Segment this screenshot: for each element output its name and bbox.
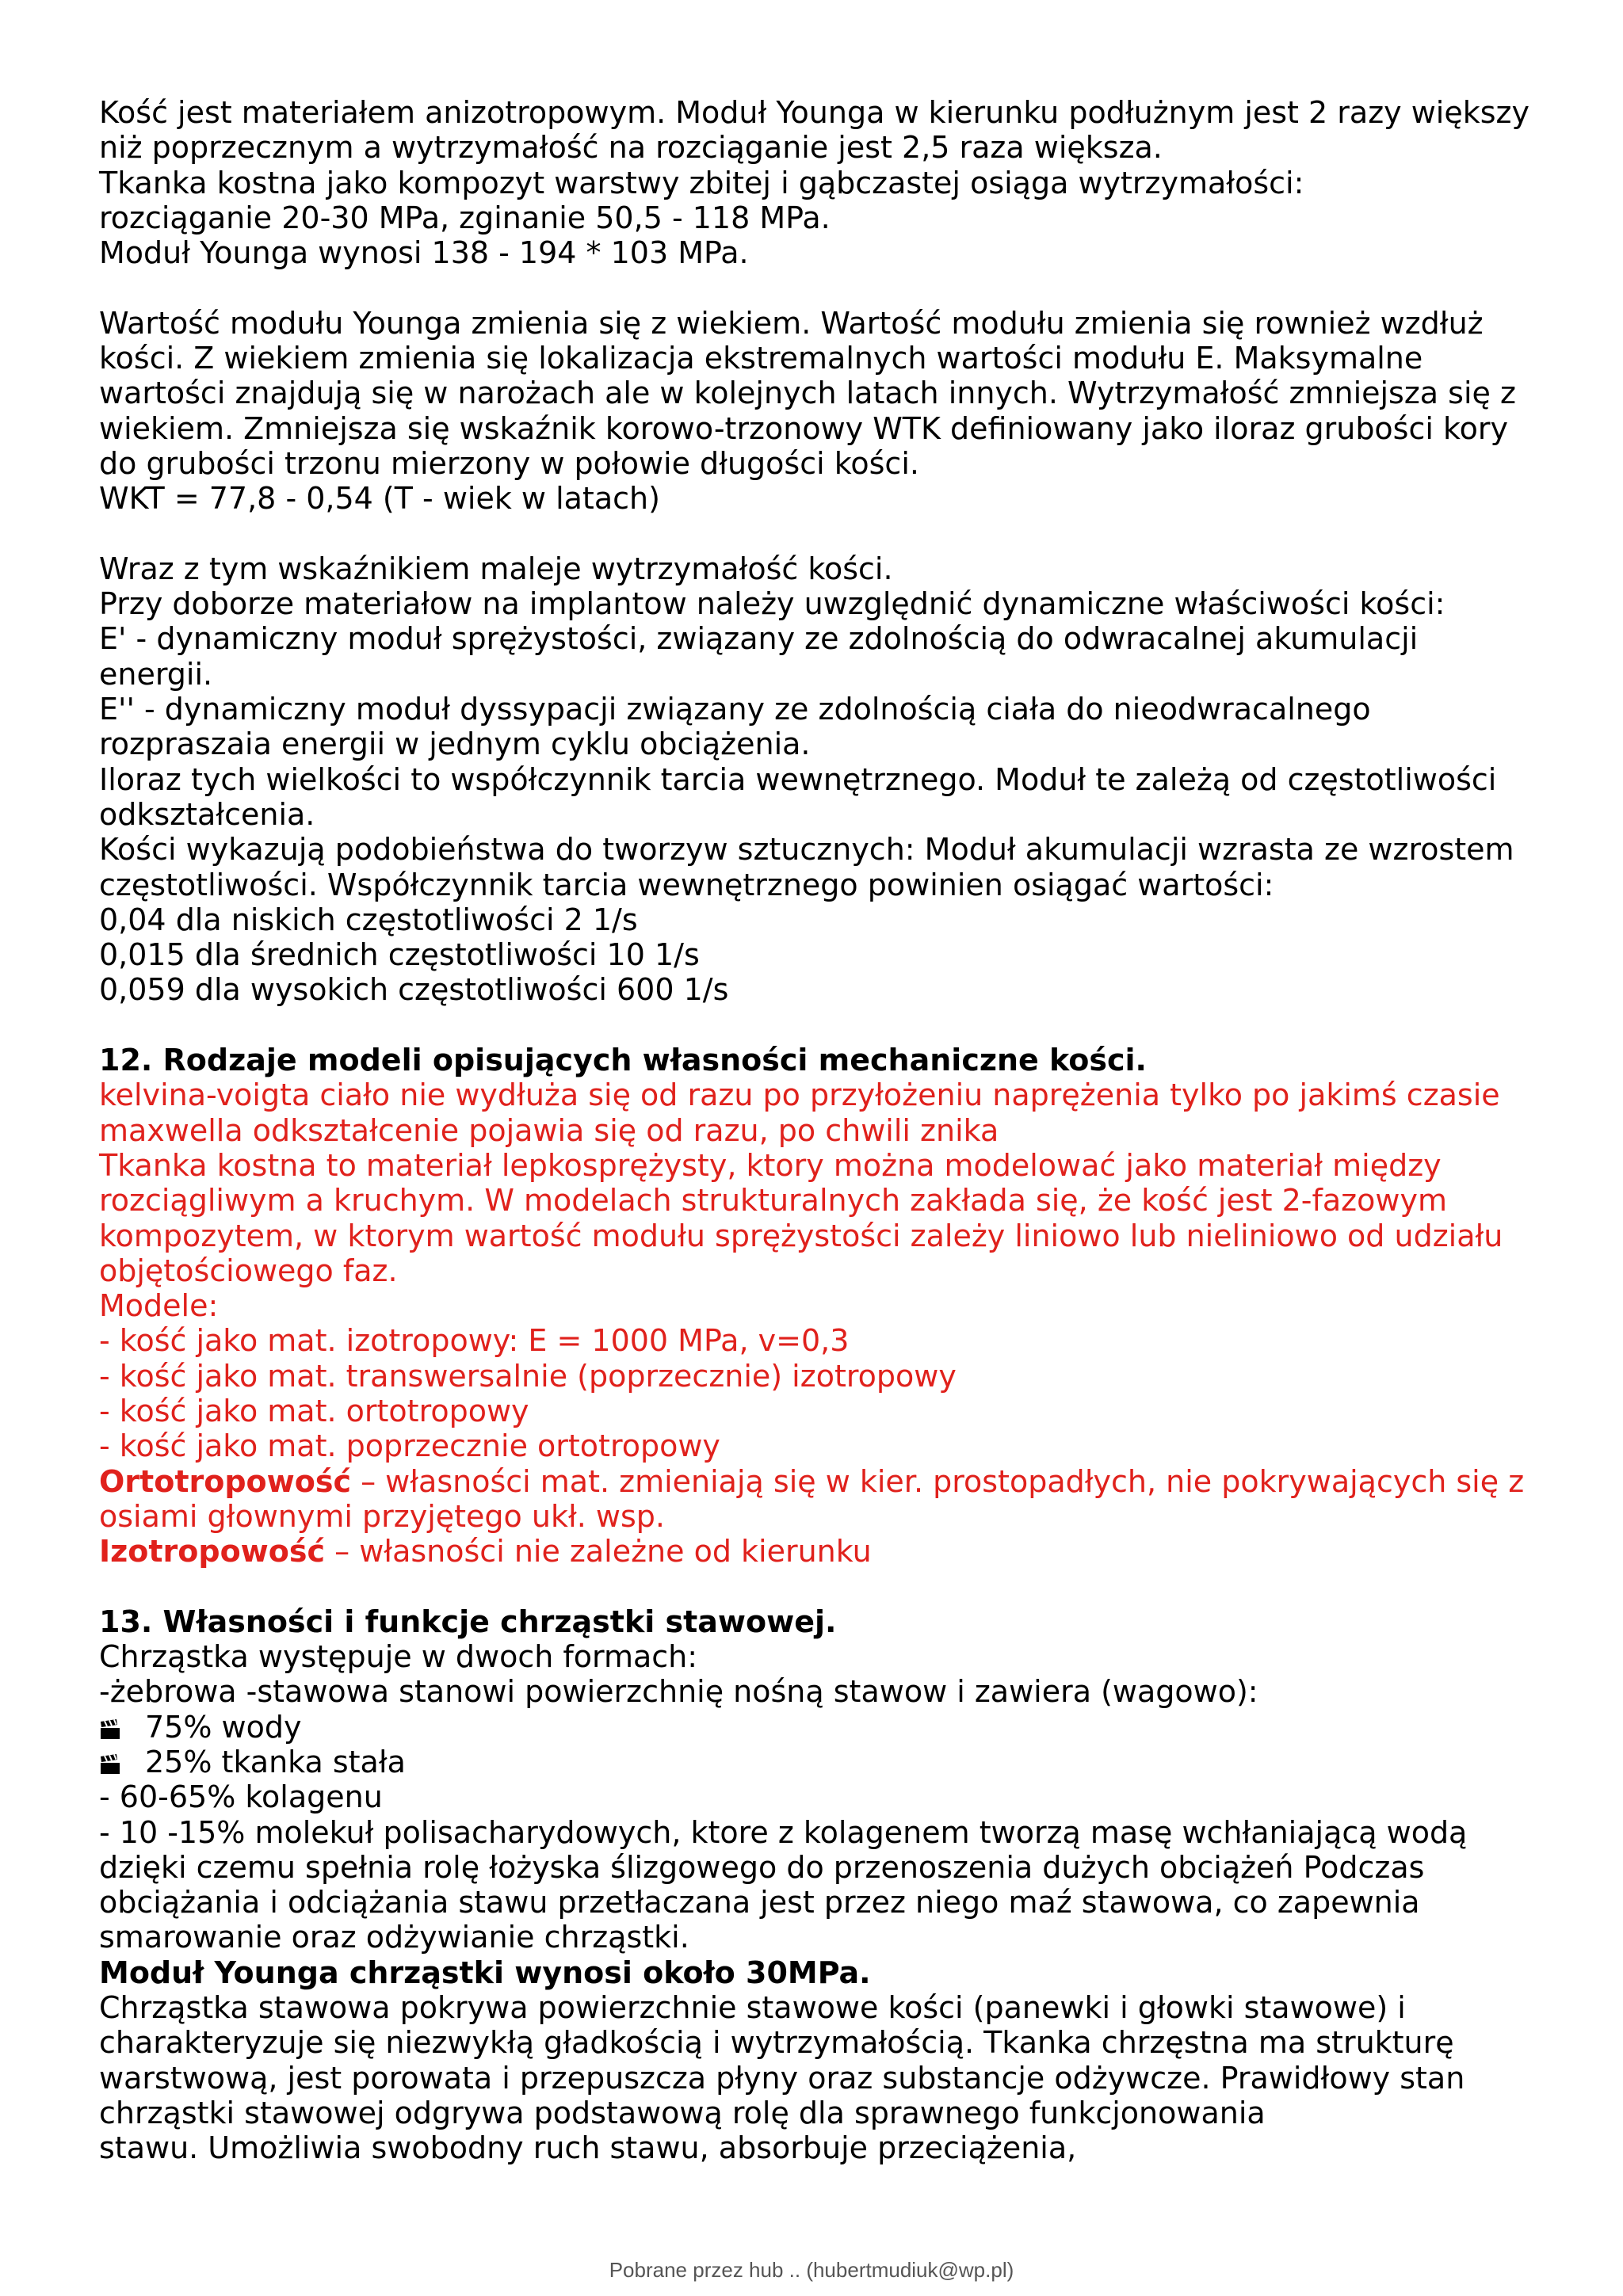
text-line: WKT = 77,8 - 0,54 (T - wiek w latach) (99, 481, 660, 517)
text-line: kompozytem, w ktorym wartość modułu sprężystości zależy liniowo lub nieliniowo od udziału (99, 1218, 1503, 1253)
text-line: charakteryzuje się niezwykłą gładkością i wytrzymałością. Tkanka chrzęstna ma strukturę (99, 2025, 1454, 2061)
download-footer: Pobrane przez hub .. (hubertmudiuk@wp.pl) (609, 2258, 1014, 2282)
text-line: do grubości trzonu mierzony w połowie długości kości. (99, 445, 919, 481)
text-line: - 10 -15% molekuł polisacharydowych, ktore z kolagenem tworzą masę wchłaniającą wodą (99, 1814, 1468, 1850)
bullet-item (99, 1710, 1549, 1745)
section-13-heading: 13. Własności i funkcje chrząstki stawowej. (99, 1604, 837, 1639)
text-line: objętościowego faz. (99, 1253, 398, 1288)
clapperboard-bullet-icon (99, 1745, 145, 1779)
text-line: Kości wykazują podobieństwa do tworzyw sztucznych: Moduł akumulacji wzrasta ze wzrostem (99, 832, 1514, 868)
text-line: Tkanka kostna jako kompozyt warstwy zbitej i gąbczastej osiąga wytrzymałości: (99, 165, 1304, 200)
bullet-text: 75% wody (145, 1709, 302, 1745)
text-line: - 60-65% kolagenu (99, 1779, 383, 1815)
cartilage-young-modulus: Moduł Younga chrząstki wynosi około 30MPa. (99, 1955, 871, 1990)
document-page (99, 95, 1549, 2166)
text-line: rozpraszaia energii w jednym cyklu obciążenia. (99, 727, 811, 762)
text-line: osiami głownymi przyjętego ukł. wsp. (99, 1498, 665, 1534)
text-line: energii. (99, 656, 213, 692)
text-line: Moduł Younga wynosi 138 - 194 * 103 MPa. (99, 235, 749, 271)
text-line: obciążania i odciążania stawu przetłaczana jest przez niego maź stawowa, co zapewnia (99, 1885, 1420, 1920)
orthotropy-term: Ortotropowość (99, 1463, 351, 1499)
section-13 (99, 1604, 1549, 2166)
model-list-item: - kość jako mat. poprzecznie ortotropowy (99, 1428, 720, 1464)
text-line: Kość jest materiałem anizotropowym. Moduł Younga w kierunku podłużnym jest 2 razy większy (99, 95, 1529, 130)
model-list-item: - kość jako mat. izotropowy: E = 1000 MPa, v=0,3 (99, 1323, 850, 1359)
text-line: maxwella odkształcenie pojawia się od razu, po chwili znika (99, 1112, 999, 1148)
paragraph-dynamic-properties (99, 551, 1549, 1008)
model-list-item: - kość jako mat. transwersalnie (poprzecznie) izotropowy (99, 1358, 957, 1394)
text-line: Modele: (99, 1288, 219, 1324)
section-12 (99, 1043, 1549, 1569)
paragraph-anisotropy (99, 95, 1549, 270)
text-line: warstwową, jest porowata i przepuszcza płyny oraz substancje odżywcze. Prawidłowy stan (99, 2060, 1465, 2096)
text-line: Tkanka kostna to materiał lepkosprężysty, ktory można modelować jako materiał między (99, 1147, 1442, 1183)
text-line: rozciąganie 20-30 MPa, zginanie 50,5 - 118 MPa. (99, 200, 831, 235)
orthotropy-text: – własności mat. zmieniają się w kier. prostopadłych, nie pokrywających się z (351, 1463, 1525, 1499)
bullet-item (99, 1745, 1549, 1779)
text-line: niż poprzecznym a wytrzymałość na rozciąganie jest 2,5 raza większa. (99, 130, 1163, 166)
text-line: E'' - dynamiczny moduł dyssypacji związany ze zdolnością ciała do nieodwracalnego (99, 692, 1371, 727)
model-list-item: - kość jako mat. ortotropowy (99, 1393, 529, 1428)
text-line: chrząstki stawowej odgrywa podstawową rolę dla sprawnego funkcjonowania (99, 2095, 1266, 2130)
text-line: 0,04 dla niskich częstotliwości 2 1/s (99, 902, 638, 937)
text-line: E' - dynamiczny moduł sprężystości, związany ze zdolnością do odwracalnej akumulacji (99, 621, 1419, 657)
text-line: 0,059 dla wysokich częstotliwości 600 1/s (99, 972, 729, 1008)
text-line: wiekiem. Zmniejsza się wskaźnik korowo-trzonowy WTK definiowany jako iloraz grubości kory (99, 410, 1509, 446)
isotropy-term: Izotropowość (99, 1534, 326, 1569)
text-line: Chrząstka stawowa pokrywa powierzchnie stawowe kości (panewki i głowki stawowe) i (99, 1990, 1406, 2026)
bullet-text: 25% tkanka stała (145, 1744, 406, 1779)
paragraph-young-modulus-age (99, 306, 1549, 517)
text-line: smarowanie oraz odżywianie chrząstki. (99, 1920, 689, 1955)
text-line: wartości znajdują się w narożach ale w kolejnych latach innych. Wytrzymałość zmniejsza się z (99, 376, 1516, 411)
text-line: kości. Z wiekiem zmienia się lokalizacja ekstremalnych wartości modułu E. Maksymalne (99, 341, 1423, 376)
isotropy-text: – własności nie zależne od kierunku (325, 1534, 872, 1569)
text-line: rozciągliwym a kruchym. W modelach strukturalnych zakłada się, że kość jest 2-fazowym (99, 1183, 1447, 1219)
text-line: Przy doborze materiałow na implantow należy uwzględnić dynamiczne właściwości kości: (99, 586, 1445, 622)
clapperboard-bullet-icon (99, 1710, 145, 1745)
text-line: stawu. Umożliwia swobodny ruch stawu, absorbuje przeciążenia, (99, 2130, 1077, 2166)
text-line: kelvina-voigta ciało nie wydłuża się od razu po przyłożeniu naprężenia tylko po jakimś czasie (99, 1077, 1500, 1113)
text-line: odkształcenia. (99, 796, 315, 832)
text-line: dzięki czemu spełnia rolę łożyska ślizgowego do przenoszenia dużych obciążeń Podczas (99, 1849, 1425, 1885)
section-12-heading: 12. Rodzaje modeli opisujących własności mechaniczne kości. (99, 1043, 1147, 1078)
text-line: -żebrowa -stawowa stanowi powierzchnię nośną stawow i zawiera (wagowo): (99, 1674, 1258, 1710)
orthotropy-definition (99, 1464, 1549, 1499)
text-line: 0,015 dla średnich częstotliwości 10 1/s (99, 937, 700, 973)
isotropy-definition (99, 1534, 1549, 1569)
text-line: Iloraz tych wielkości to współczynnik tarcia wewnętrznego. Moduł te zależą od częstotliwości (99, 761, 1497, 797)
text-line: Wraz z tym wskaźnikiem maleje wytrzymałość kości. (99, 551, 893, 586)
text-line: Chrząstka występuje w dwoch formach: (99, 1639, 698, 1675)
text-line: częstotliwości. Współczynnik tarcia wewnętrznego powinien osiągać wartości: (99, 867, 1274, 902)
text-line: Wartość modułu Younga zmienia się z wiekiem. Wartość modułu zmienia się rownież wzdłuż (99, 305, 1484, 341)
